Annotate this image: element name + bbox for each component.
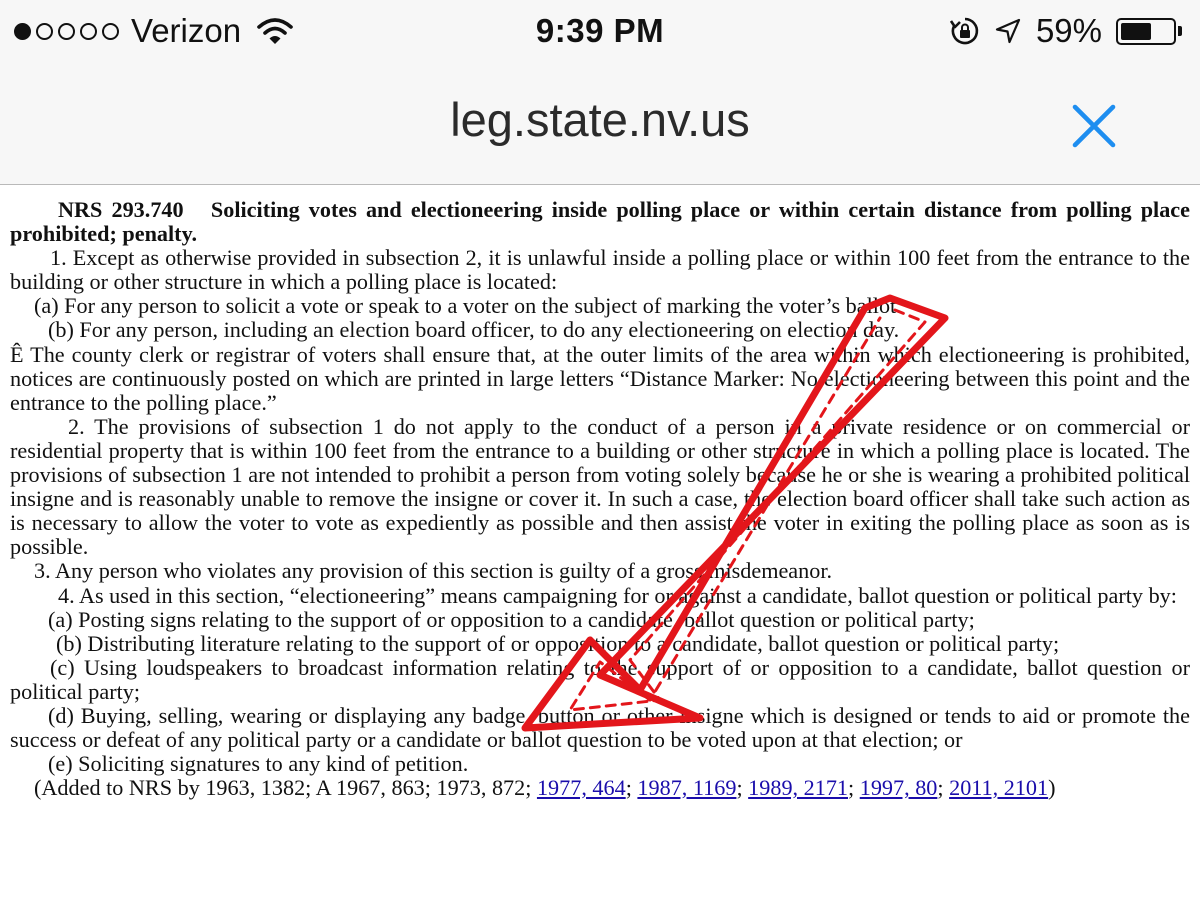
paragraph-4d: (d) Buying, selling, wearing or displaying any badge, button or other insigne which is designed or tends to aid or promote the success or defeat of any political party or a candidate or ballot question to be voted upon at that election; or xyxy=(10,702,1190,753)
url-label[interactable]: leg.state.nv.us xyxy=(450,93,750,146)
statute-document xyxy=(10,198,1190,800)
section-number: NRS 293.740 xyxy=(58,197,184,222)
paragraph-2: 2. The provisions of subsection 1 do not apply to the conduct of a person in a private residence or on commercial or residential property that is within 100 feet from the entrance to a building or other structure in which a polling place is located. The provisions of subsection 1 are not intended to prohibit a person from voting solely because he or she is wearing a prohibited political insigne and is reasonably unable to remove the insigne or cover it. In such a case, the election board officer shall take such action as is necessary to allow the voter to vote as expediently as possible and then assist the voter in exiting the polling place as soon as is possible. xyxy=(10,413,1190,560)
paragraph-4b: (b) Distributing literature relating to the support of or opposition to a candidate, ballot question or political party; xyxy=(56,630,1060,656)
close-button[interactable] xyxy=(1068,100,1120,152)
battery-icon xyxy=(1116,18,1182,45)
status-bar xyxy=(0,0,1200,66)
paragraph-4e: (e) Soliciting signatures to any kind of petition. xyxy=(48,751,469,777)
paragraph-4c: (c) Using loudspeakers to broadcast information relating to the support of or opposition to a candidate, ballot question or political party; xyxy=(10,654,1190,704)
section-heading xyxy=(10,198,1190,246)
rotation-lock-icon xyxy=(950,16,980,46)
history-link-1997[interactable]: 1997, 80 xyxy=(859,775,938,801)
status-right xyxy=(950,12,1182,50)
wifi-icon xyxy=(257,17,293,45)
address-bar xyxy=(0,66,1200,185)
location-arrow-icon xyxy=(994,17,1022,45)
history-link-1987[interactable]: 1987, 1169 xyxy=(637,775,737,801)
battery-percent: 59% xyxy=(1035,12,1102,49)
close-icon xyxy=(1068,100,1120,152)
battery-fill xyxy=(1121,23,1151,40)
paragraph-3: 3. Any person who violates any provision of this section is guilty of a gross misdemeanor. xyxy=(34,558,833,584)
paragraph-1b: (b) For any person, including an election board officer, to do any electioneering on election day. xyxy=(48,317,900,343)
paragraph-1a: (a) For any person to solicit a vote or speak to a voter on the subject of marking the voter’s ballot. xyxy=(34,293,902,319)
carrier-name: Verizon xyxy=(131,12,242,49)
signal-dots-icon xyxy=(14,23,119,40)
status-left xyxy=(14,12,293,50)
paragraph-1: 1. Except as otherwise provided in subsection 2, it is unlawful inside a polling place or within 100 feet from the entrance to the building or other structure in which a polling place is located: xyxy=(10,245,1190,295)
paragraph-4a: (a) Posting signs relating to the support of or opposition to a candidate, ballot question or political party; xyxy=(48,606,975,632)
clock: 9:39 PM xyxy=(535,12,665,49)
history-prefix: (Added to NRS by 1963, 1382; A 1967, 863; 1973, 872; xyxy=(34,775,532,801)
history-link-1977[interactable]: 1977, 464 xyxy=(536,775,626,801)
history-link-2011[interactable]: 2011, 2101 xyxy=(949,775,1049,801)
history-link-1989[interactable]: 1989, 2171 xyxy=(748,775,848,801)
paragraph-1-tail: Ê The county clerk or registrar of voters shall ensure that, at the outer limits of the area within which electioneering is prohibited, notices are continuously posted on which are printed in large letters “Distance Marker: No electioneering between this point and the entrance to the polling place.” xyxy=(10,341,1190,415)
section-title: Soliciting votes and electioneering inside polling place or within certain distance from polling place prohibited; penalty. xyxy=(10,197,1191,247)
paragraph-4: 4. As used in this section, “electioneering” means campaigning for or against a candidate, ballot question or political party by: xyxy=(58,582,1177,608)
history-note: (Added to NRS by 1963, 1382; A 1967, 863; 1973, 872; 1977, 464; 1987, 1169; 1989, 2171; 1997, 80; 2011, 2101) xyxy=(34,775,1056,801)
